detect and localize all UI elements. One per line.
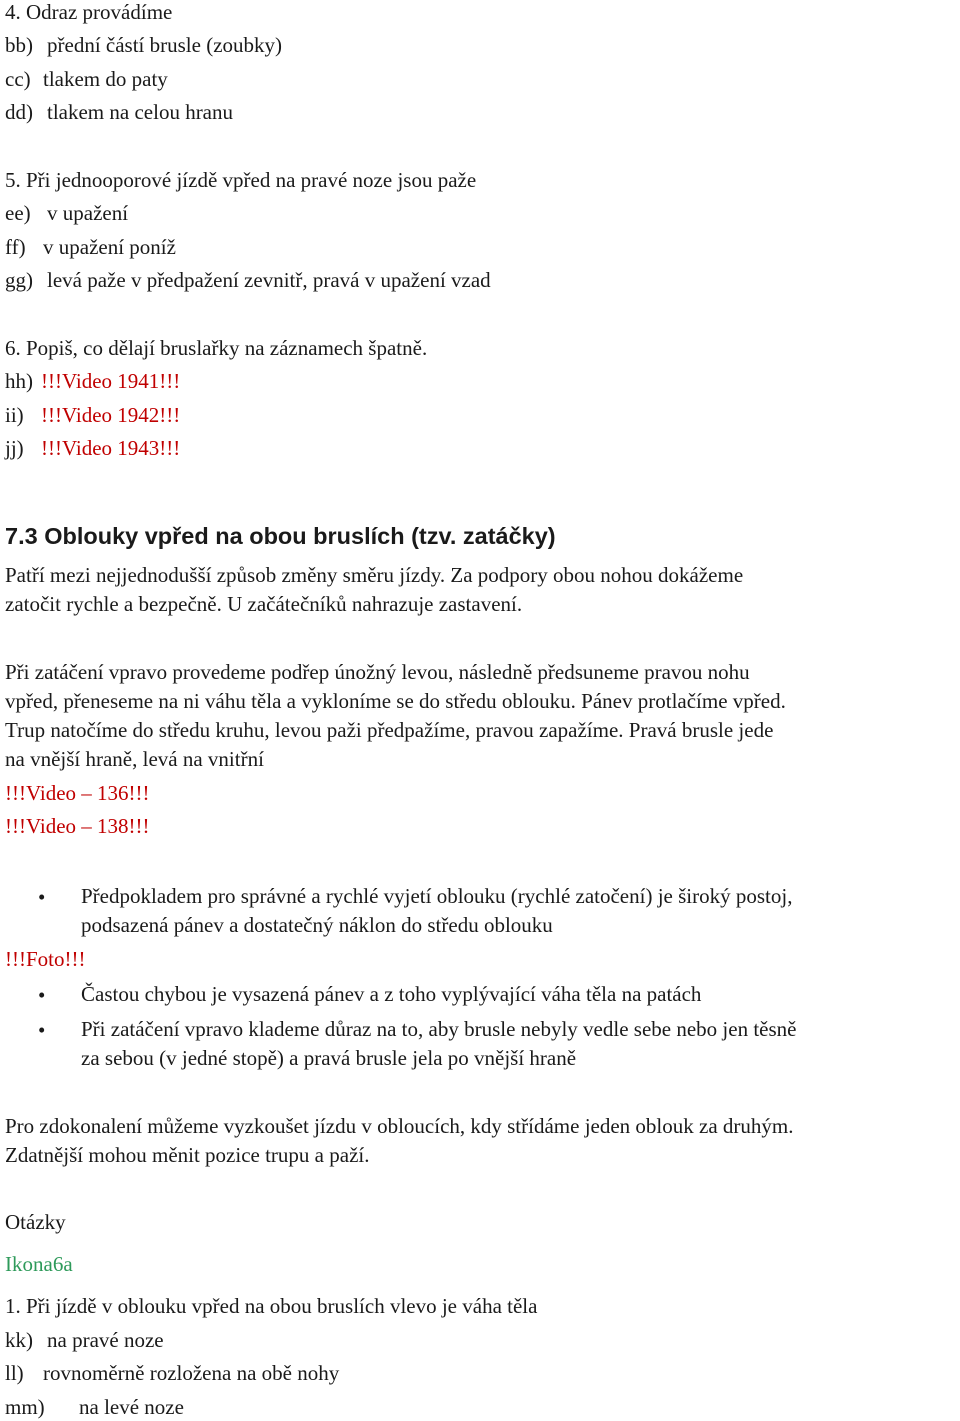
q5-option-ee: ee) v upažení <box>5 201 129 225</box>
bullet-icon: • <box>38 1018 46 1042</box>
video-138-link[interactable]: !!!Video – 138!!! <box>5 814 150 838</box>
bullet-icon: • <box>38 885 46 909</box>
q6-option-ii[interactable]: ii) !!!Video 1942!!! <box>5 403 181 427</box>
q4-option-bb: bb) přední částí brusle (zoubky) <box>5 33 283 57</box>
q6-question: 6. Popiš, co dělají bruslařky na záznamech špatně. <box>5 336 428 360</box>
video-1942-link[interactable]: !!!Video 1942!!! <box>41 403 181 427</box>
q5-option-gg: gg) levá paže v předpažení zevnitř, pravá v upažení vzad <box>5 268 491 292</box>
video-1941-link[interactable]: !!!Video 1941!!! <box>41 369 181 393</box>
para2-line-2: vpřed, přeneseme na ni váhu těla a vykloníme se do středu oblouku. Pánev protlačíme vpřed. <box>5 689 786 713</box>
bullet2-line: Častou chybou je vysazená pánev a z toho vyplývající váha těla na patách <box>81 982 702 1006</box>
q5-option-ff: ff) v upažení poníž <box>5 235 176 259</box>
questions-label: Otázky <box>5 1210 66 1234</box>
q1-option-ll: ll) rovnoměrně rozložena na obě nohy <box>5 1361 340 1385</box>
intro-line-1: Patří mezi nejjednodušší způsob změny směru jízdy. Za podpory obou nohou dokážeme <box>5 563 744 587</box>
para3-line-1: Pro zdokonalení můžeme vyzkoušet jízdu v obloucích, kdy střídáme jeden oblouk za druhým. <box>5 1114 794 1138</box>
bullet-icon: • <box>38 983 46 1007</box>
q4-option-cc: cc) tlakem do paty <box>5 67 168 91</box>
para2-line-4: na vnější hraně, levá na vnitřní <box>5 747 264 771</box>
para2-line-3: Trup natočíme do středu kruhu, levou paži předpažíme, pravou zapažíme. Pravá brusle jede <box>5 718 774 742</box>
foto-link[interactable]: !!!Foto!!! <box>5 947 86 971</box>
q4-question: 4. Odraz provádíme <box>5 0 173 24</box>
q1-question: 1. Při jízdě v oblouku vpřed na obou bruslích vlevo je váha těla <box>5 1294 538 1318</box>
q6-option-jj[interactable]: jj) !!!Video 1943!!! <box>5 436 181 460</box>
intro-line-2: zatočit rychle a bezpečně. U začátečníků nahrazuje zastavení. <box>5 592 523 616</box>
bullet1-line-1: Předpokladem pro správné a rychlé vyjetí oblouku (rychlé zatočení) je široký postoj, <box>81 884 793 908</box>
bullet3-line-1: Při zatáčení vpravo klademe důraz na to, aby brusle nebyly vedle sebe nebo jen těsně <box>81 1017 797 1041</box>
bullet1-line-2: podsazená pánev a dostatečný náklon do středu oblouku <box>81 913 553 937</box>
para2-line-1: Při zatáčení vpravo provedeme podřep únožný levou, následně předsuneme pravou nohu <box>5 660 750 684</box>
video-136-link[interactable]: !!!Video – 136!!! <box>5 781 150 805</box>
bullet3-line-2: za sebou (v jedné stopě) a pravá brusle jela po vnější hraně <box>81 1046 577 1070</box>
q6-option-hh[interactable]: hh) !!!Video 1941!!! <box>5 369 181 393</box>
icon-label: Ikona6a <box>5 1252 73 1276</box>
video-1943-link[interactable]: !!!Video 1943!!! <box>41 436 181 460</box>
q1-option-mm: mm) na levé noze <box>5 1395 184 1419</box>
section-heading: 7.3 Oblouky vpřed na obou bruslích (tzv. zatáčky) <box>5 523 556 549</box>
q1-option-kk: kk) na pravé noze <box>5 1328 164 1352</box>
q4-option-dd: dd) tlakem na celou hranu <box>5 100 234 124</box>
q5-question: 5. Při jednooporové jízdě vpřed na pravé noze jsou paže <box>5 168 477 192</box>
para3-line-2: Zdatnější mohou měnit pozice trupu a paží. <box>5 1143 370 1167</box>
